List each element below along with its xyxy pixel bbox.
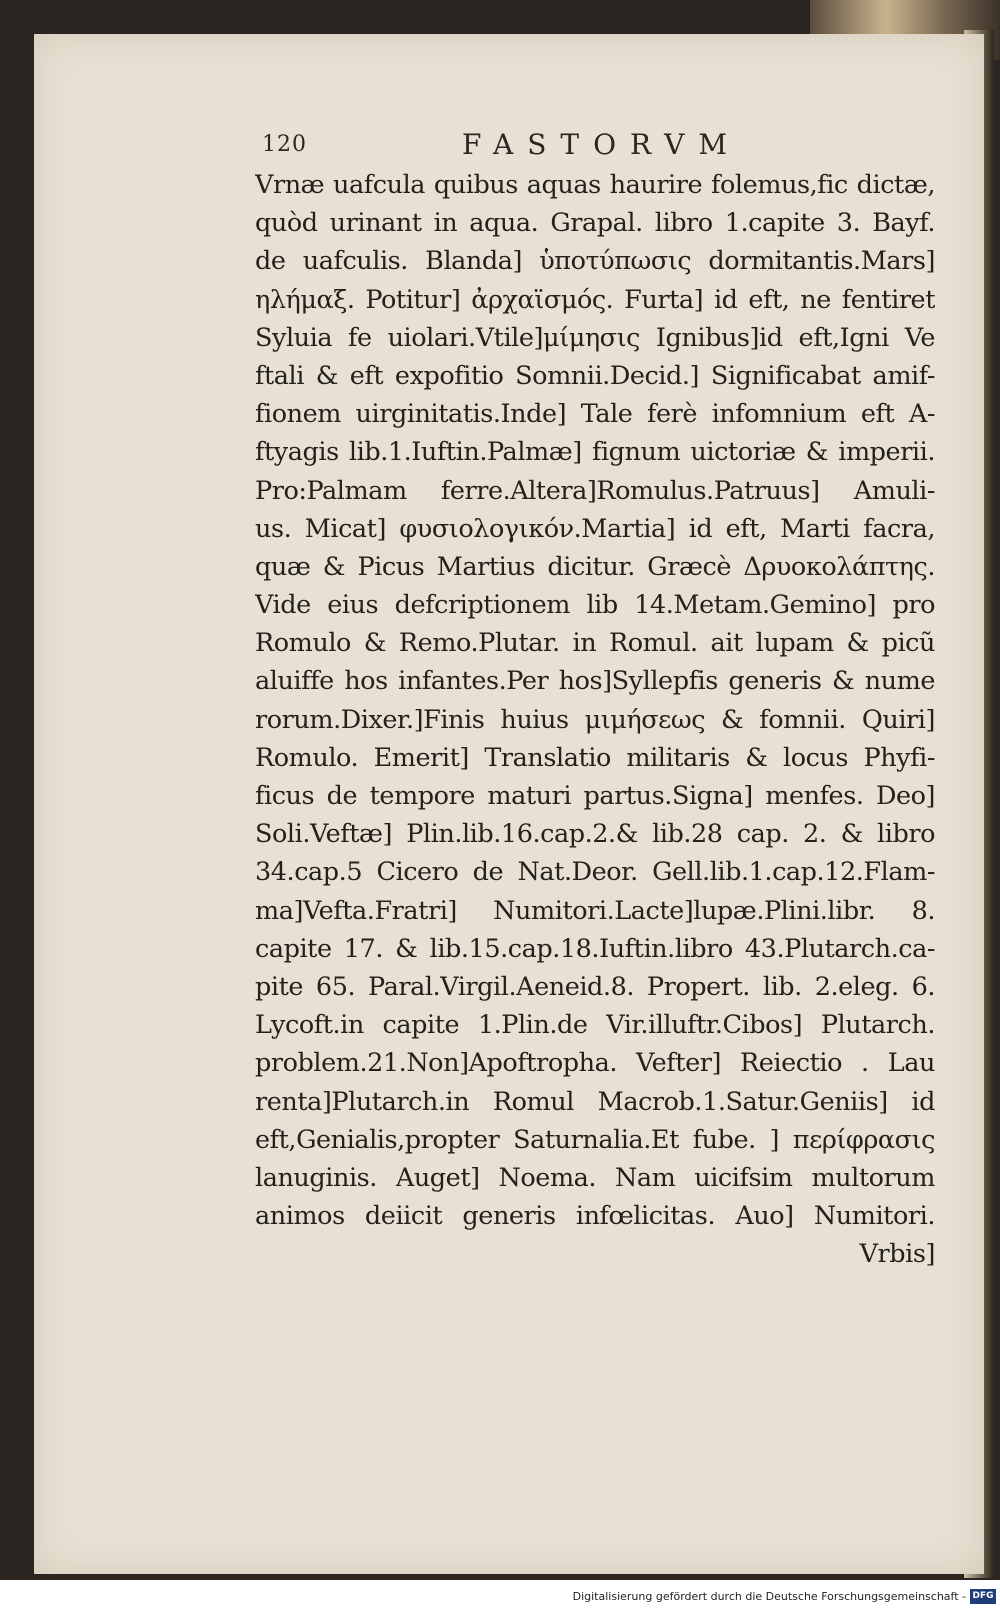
text-line: ficus de tempore maturi partus.Signa] menfes. Deo] bbox=[255, 781, 935, 811]
page-number: 120 bbox=[262, 132, 307, 157]
text-line: Pro:Palmam ferre.Altera]Romulus.Patruus] Amuli- bbox=[255, 475, 935, 506]
text-line: rorum.Dixer.]Finis huius μιμήσεως & fomnii. Quiri] bbox=[255, 704, 935, 735]
text-line: ηλήμαξ. Potitur] ἀρχαϊσμός. Furta] id eft, ne fentiret bbox=[255, 284, 935, 315]
text-line: pite 65. Paral.Virgil.Aeneid.8. Propert. lib. 2.eleg. 6. bbox=[255, 971, 935, 1002]
text-line: fionem uirginitatis.Inde] Tale ferè infomnium eft A- bbox=[255, 399, 935, 430]
text-line: de uafculis. Blanda] ὑποτύπωσις dormitantis.Mars] bbox=[255, 246, 935, 277]
text-line: Vrbis] bbox=[859, 1239, 935, 1270]
text-line: Soli.Veftæ] Plin.lib.16.cap.2.& lib.28 cap. 2. & libro bbox=[255, 819, 935, 850]
body-text bbox=[255, 166, 935, 1273]
text-line: renta]Plutarch.in Romul Macrob.1.Satur.Geniis] id bbox=[255, 1086, 935, 1117]
text-line: Vide eius defcriptionem lib 14.Metam.Gemino] pro bbox=[255, 590, 935, 621]
text-line: Lycoft.in capite 1.Plin.de Vir.illuftr.Cibos] Plutarch. bbox=[255, 1010, 935, 1041]
text-line: Syluia fe uiolari.Vtile]μίμησις Ignibus]id eft,Igni Ve bbox=[255, 322, 935, 353]
text-line: us. Micat] φυσιολογικόν.Martia] id eft, Marti facra, bbox=[255, 513, 935, 544]
text-line: quòd urinant in aqua. Grapal. libro 1.capite 3. Bayf. bbox=[255, 208, 935, 239]
text-line: aluiffe hos infantes.Per hos]Syllepfis generis & nume bbox=[255, 666, 935, 697]
running-title: FASTORVM bbox=[462, 128, 742, 161]
text-line: 34.cap.5 Cicero de Nat.Deor. Gell.lib.1.cap.12.Flam- bbox=[255, 857, 935, 888]
funding-credit: Digitalisierung gefördert durch die Deutsche Forschungsgemeinschaft - bbox=[572, 1590, 966, 1603]
text-line: Vrnæ uafcula quibus aquas haurire folemus,fic dictæ, bbox=[255, 170, 935, 200]
text-line: Romulo. Emerit] Translatio militaris & locus Phyfi- bbox=[255, 742, 935, 773]
text-line: lanuginis. Auget] Noema. Nam uicifsim multorum bbox=[255, 1162, 935, 1193]
text-line: Romulo & Remo.Plutar. in Romul. ait lupam & picũ bbox=[255, 628, 935, 659]
text-line: problem.21.Non]Apoftropha. Vefter] Reiectio . Lau bbox=[255, 1048, 935, 1079]
text-line: eft,Genialis,propter Saturnalia.Et fube. ] περίφρασις bbox=[255, 1124, 935, 1155]
text-line: quæ & Picus Martius dicitur. Græcè Δρυοκολάπτης. bbox=[255, 551, 935, 582]
text-line: animos deiicit generis infœlicitas. Auo] Numitori. bbox=[255, 1201, 935, 1232]
footer-bar bbox=[0, 1580, 1000, 1620]
dfg-logo: DFG bbox=[970, 1589, 996, 1604]
text-line: ftyagis lib.1.Iuftin.Palmæ] fignum uictoriæ & imperii. bbox=[255, 437, 935, 468]
text-line: ftali & eft expofitio Somnii.Decid.] Significabat amif- bbox=[255, 360, 935, 391]
text-line: capite 17. & lib.15.cap.18.Iuftin.libro 43.Plutarch.ca- bbox=[255, 933, 935, 964]
text-line: ma]Vefta.Fratri] Numitori.Lacte]lupæ.Plini.libr. 8. bbox=[255, 895, 935, 926]
page-header bbox=[262, 128, 942, 164]
